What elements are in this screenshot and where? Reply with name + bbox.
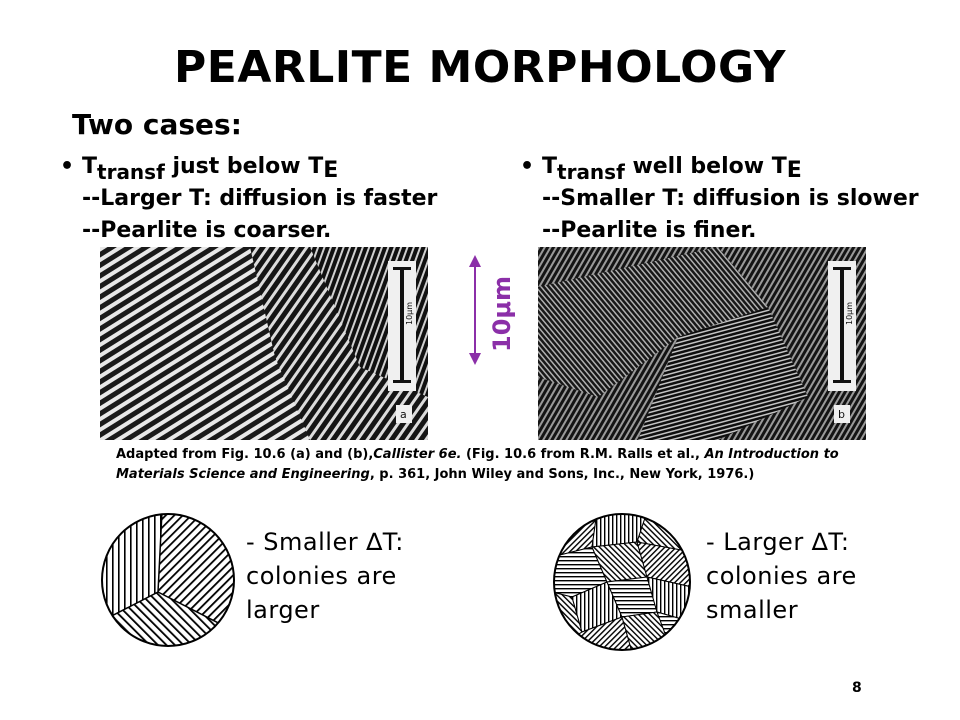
right-t-symbol: T (542, 154, 558, 179)
coarse-label-a: a (400, 408, 407, 421)
figure-caption (116, 445, 906, 485)
left-line2: --Larger T: diffusion is faster (82, 186, 438, 211)
slide-title: PEARLITE MORPHOLOGY (174, 42, 786, 93)
left-note-line1: - Smaller ∆T: (246, 528, 404, 556)
right-case-text (520, 150, 919, 247)
caption-part4: An Introduction to Materials Science and Engineering (116, 447, 839, 482)
bullet-icon: • (60, 154, 75, 179)
slide-subtitle: Two cases: (72, 108, 242, 141)
right-t-subscript: transf (557, 160, 625, 184)
right-line2: --Smaller T: diffusion is slower (542, 186, 919, 211)
left-note (246, 525, 404, 627)
left-line3: --Pearlite is coarser. (82, 218, 332, 243)
right-line3: --Pearlite is finer. (542, 218, 757, 243)
scale-bar-label-box (486, 270, 516, 360)
right-heading-mid: well below T (624, 154, 787, 179)
coarse-pearlite-micrograph (100, 247, 428, 440)
left-t-symbol: T (82, 154, 98, 179)
right-case-heading (520, 150, 919, 183)
coarse-scale-inset: 10μm (405, 301, 414, 325)
caption-part3: (Fig. 10.6 from R.M. Ralls et al., (461, 447, 705, 462)
right-note-line2: colonies are (706, 562, 857, 590)
left-case-text (60, 150, 437, 247)
coarse-pearlite-image (100, 247, 428, 440)
page-number: 8 (852, 680, 862, 696)
left-case-heading (60, 150, 437, 183)
caption-part5: , p. 361, John Wiley and Sons, Inc., New York, 1976.) (369, 467, 755, 482)
left-note-line2: colonies are (246, 562, 397, 590)
fine-scale-inset: 10μm (845, 301, 854, 325)
left-heading-mid: just below T (164, 154, 324, 179)
fine-pearlite-image (538, 247, 866, 440)
right-note-line1: - Larger ∆T: (706, 528, 850, 556)
large-colonies-diagram (100, 512, 236, 648)
caption-part1: Adapted from Fig. 10.6 (a) and (b), (116, 447, 374, 462)
left-t-subscript: transf (97, 160, 165, 184)
right-note (706, 525, 857, 627)
right-note-line3: smaller (706, 596, 799, 624)
caption-part2: Callister 6e. (373, 447, 462, 462)
fine-pearlite-micrograph (538, 247, 866, 440)
right-e-subscript: E (786, 158, 802, 183)
fine-label-b: b (838, 408, 845, 421)
small-colonies-diagram (552, 512, 692, 652)
bullet-icon: • (520, 154, 535, 179)
scale-bar-label: 10μm (488, 275, 516, 352)
left-e-subscript: E (323, 158, 339, 183)
left-note-line3: larger (246, 596, 320, 624)
